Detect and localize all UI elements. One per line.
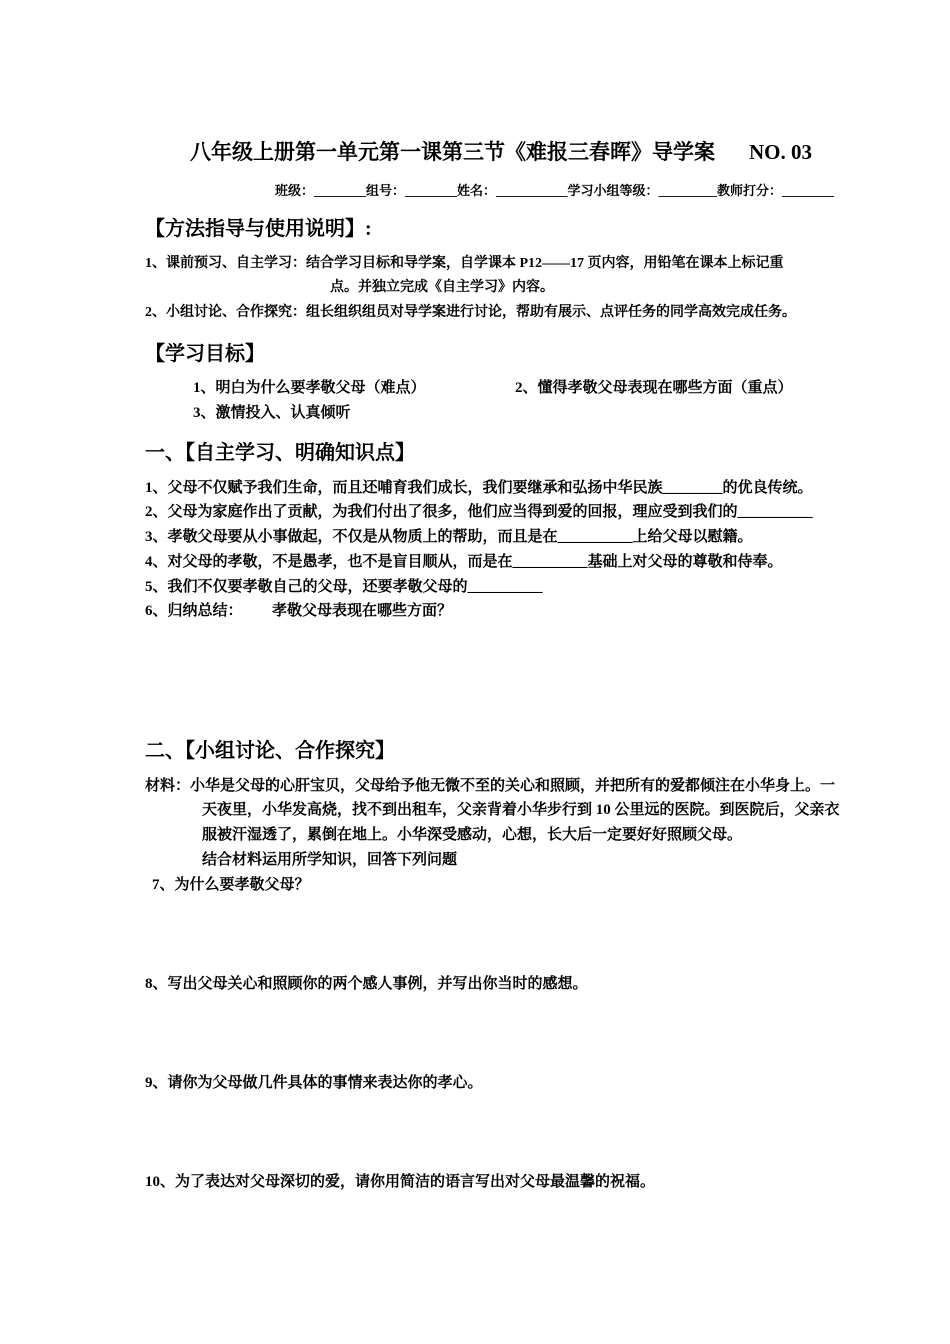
self-study-heading: 一、【自主学习、明确知识点】 xyxy=(145,442,415,464)
question-9: 9、请你为父母做几件具体的事情来表达你的孝心。 xyxy=(145,1075,483,1091)
method-item-1-cont: 点。并独立完成《自主学习》内容。 xyxy=(330,280,554,295)
method-item-1: 1、课前预习、自主学习：结合学习目标和导学案，自学课本 P12——17 页内容，用铅笔在课本上标记重 xyxy=(145,256,784,271)
page-title xyxy=(190,136,812,166)
material-line-3: 服被汗湿透了，累倒在地上。小华深受感动，心想，长大后一定要好好照顾父母。 xyxy=(202,827,743,843)
method-heading: 【方法指导与使用说明】: xyxy=(145,218,372,240)
method-item-2: 2、小组讨论、合作探究：组长组织组员对导学案进行讨论，帮助有展示、点评任务的同学高效完成任务。 xyxy=(145,305,796,320)
question-2: 2、父母为家庭作出了贡献，为我们付出了很多，他们应当得到爱的回报，理应受到我们的__________ xyxy=(145,504,813,520)
goal-1: 1、明白为什么要孝敬父母（难点） xyxy=(193,380,426,396)
goal-3: 3、激情投入、认真倾听 xyxy=(193,405,351,421)
question-7: 7、为什么要孝敬父母？ xyxy=(152,877,310,893)
question-4: 4、对父母的孝敬，不是愚孝，也不是盲目顺从，而是在__________基础上对父母的尊敬和侍奉。 xyxy=(145,554,783,570)
material-line-2: 天夜里，小华发高烧，找不到出租车，父亲背着小华步行到 10 公里远的医院。到医院后，父亲衣 xyxy=(202,802,840,818)
question-1: 1、父母不仅赋予我们生命，而且还哺育我们成长，我们要继承和弘扬中华民族________的优良传统。 xyxy=(145,480,813,496)
question-6-label: 6、归纳总结： xyxy=(145,603,243,619)
student-info-line: 班级：________组号：________姓名：___________学习小组等级：_________教师打分：________ xyxy=(275,183,835,198)
material-line-1: 材料：小华是父母的心肝宝贝，父母给予他无微不至的关心和照顾，并把所有的爱都倾注在小华身上。一 xyxy=(145,778,836,794)
goals-heading: 【学习目标】 xyxy=(145,343,265,365)
question-6-text: 孝敬父母表现在哪些方面？ xyxy=(272,603,453,619)
question-5: 5、我们不仅要孝敬自己的父母，还要孝敬父母的__________ xyxy=(145,579,543,595)
title-text: 八年级上册第一单元第一课第三节《难报三春晖》导学案 xyxy=(190,140,715,164)
group-heading: 二、【小组讨论、合作探究】 xyxy=(145,740,395,762)
instruction-text: 结合材料运用所学知识，回答下列问题 xyxy=(202,852,458,868)
question-3: 3、孝敬父母要从小事做起，不仅是从物质上的帮助，而且是在__________上给父母以慰籍。 xyxy=(145,529,753,545)
question-8: 8、写出父母关心和照顾你的两个感人事例，并写出你当时的感想。 xyxy=(145,976,588,992)
goal-2: 2、懂得孝敬父母表现在哪些方面（重点） xyxy=(515,380,793,396)
question-10: 10、为了表达对父母深切的爱，请你用简洁的语言写出对父母最温馨的祝福。 xyxy=(145,1174,656,1190)
doc-number: NO. 03 xyxy=(749,140,812,164)
